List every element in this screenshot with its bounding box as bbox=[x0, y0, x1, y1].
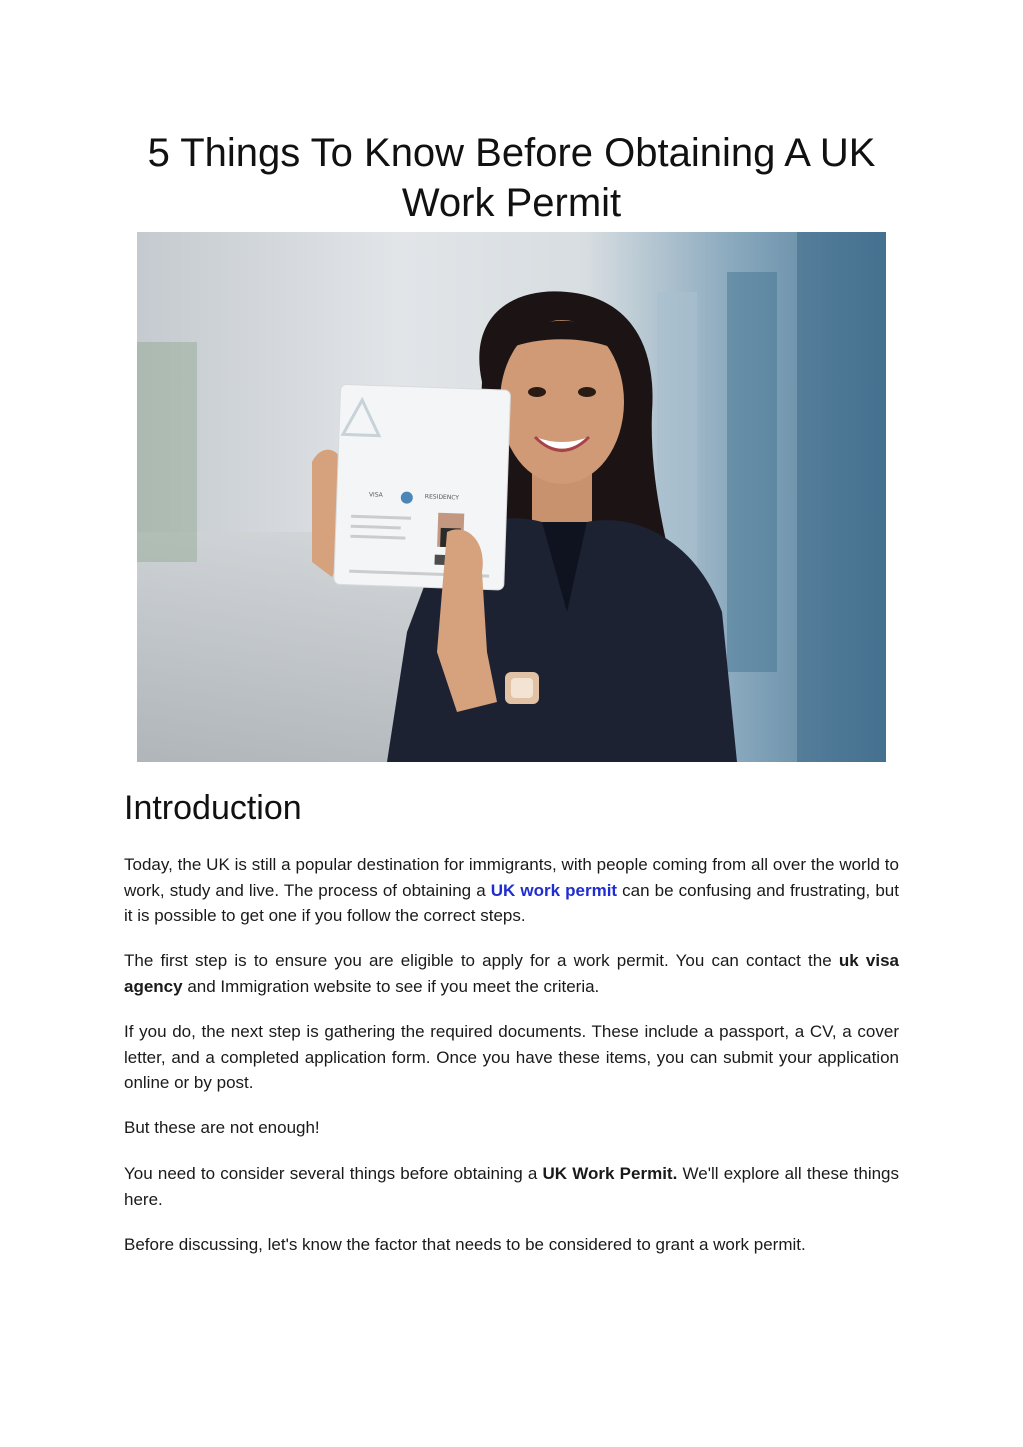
paragraph-1-text-end: can be confusing and frustrating, but it is possible to get one if you follow the correct steps. bbox=[124, 880, 899, 925]
section-heading-introduction: Introduction bbox=[124, 789, 302, 827]
paragraph-2-text-start: The first step is to ensure you are eligible to apply for a work permit. You can contact the bbox=[124, 951, 839, 970]
paragraph-5-text-end: We'll explore all these things here. bbox=[124, 1164, 899, 1209]
paragraph-2-text-end: and Immigration website to see if you meet the criteria. bbox=[182, 976, 600, 996]
article-title: 5 Things To Know Before Obtaining A UK Work Permit bbox=[147, 131, 876, 225]
uk-work-permit-link[interactable]: UK work permit bbox=[490, 880, 618, 900]
uk-work-permit-bold-text: UK Work Permit. bbox=[542, 1164, 678, 1183]
paragraph-5-text-start: You need to consider several things before obtaining a bbox=[124, 1164, 543, 1183]
paragraph-4: But these are not enough! bbox=[124, 1118, 320, 1137]
passport-visa-label: VISA bbox=[368, 491, 383, 499]
paragraph-2 bbox=[124, 948, 899, 999]
paragraph-3: If you do, the next step is gathering the required documents. These include a passport, a CV, a cover letter, and a completed application form. Once you have these items, you can submit your application online or by post. bbox=[124, 1022, 899, 1092]
paragraph-5 bbox=[124, 1161, 899, 1212]
paragraph-6: Before discussing, let's know the factor that needs to be considered to grant a work permit. bbox=[124, 1235, 806, 1254]
photo-woman-holding-passport-icon bbox=[137, 232, 886, 762]
paragraph-1 bbox=[124, 852, 899, 929]
passport-residency-label: RESIDENCY bbox=[424, 493, 460, 502]
uk-visa-agency-text: uk visa agency bbox=[124, 951, 899, 996]
hero-image bbox=[137, 232, 886, 762]
paragraph-1-text-start: Today, the UK is still a popular destination for immigrants, with people coming from all over the world to work, study and live. The process of obtaining a bbox=[124, 855, 899, 900]
